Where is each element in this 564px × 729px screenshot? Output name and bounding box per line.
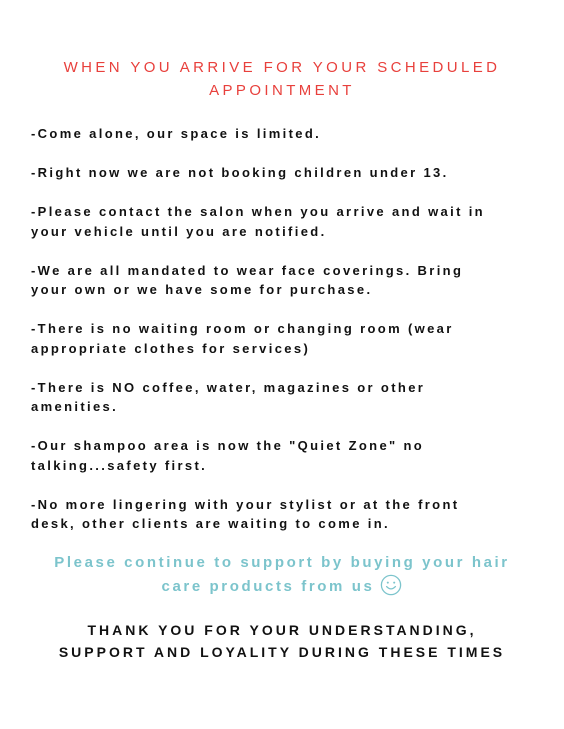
rule-text-continued: your vehicle until you are notified. <box>31 223 327 239</box>
rule-text: -Our shampoo area is now the "Quiet Zone" no <box>31 438 425 453</box>
rule-item <box>31 319 541 358</box>
notice-heading <box>30 56 534 102</box>
rule-text-continued: your own or we have some for purchase. <box>31 282 373 297</box>
rules-list <box>31 124 541 553</box>
thanks-line-1: THANK YOU FOR YOUR UNDERSTANDING, <box>87 622 477 638</box>
thanks-line-2: SUPPORT AND LOYALITY DURING THESE TIMES <box>58 644 506 660</box>
rule-text: -There is NO coffee, water, magazines or other <box>31 379 426 395</box>
rule-item <box>31 378 541 417</box>
thank-you-message <box>20 619 544 663</box>
rule-text: -No more lingering with your stylist or at the front <box>31 496 460 512</box>
rule-text-continued: amenities. <box>31 399 119 414</box>
rule-text: -Right now we are not booking children under 13. <box>31 165 449 180</box>
heading-line-2: APPOINTMENT <box>209 82 355 99</box>
rule-text: -We are all mandated to wear face coverings. Bring <box>31 262 464 278</box>
rule-text-continued: talking...safety first. <box>31 457 208 473</box>
rule-item <box>31 202 541 241</box>
rule-text: -Please contact the salon when you arrive and wait in <box>31 204 485 219</box>
rule-text: -There is no waiting room or changing room (wear <box>31 321 454 336</box>
rule-text-continued: appropriate clothes for services) <box>31 340 311 356</box>
rule-item <box>31 124 541 144</box>
rule-item <box>31 261 541 300</box>
heading-line-1: WHEN YOU ARRIVE FOR YOUR SCHEDULED <box>63 59 501 76</box>
support-message <box>20 552 544 603</box>
rule-item <box>31 436 541 475</box>
rule-item <box>31 163 541 183</box>
rule-text-continued: desk, other clients are waiting to come in. <box>31 516 390 531</box>
support-line-2 <box>20 574 544 603</box>
rule-item <box>31 495 541 534</box>
smiley-face-icon <box>380 574 402 603</box>
support-line-2-text: care products from us <box>161 578 375 595</box>
rule-text: -Come alone, our space is limited. <box>31 126 322 141</box>
support-line-1: Please continue to support by buying your hair <box>54 554 510 571</box>
